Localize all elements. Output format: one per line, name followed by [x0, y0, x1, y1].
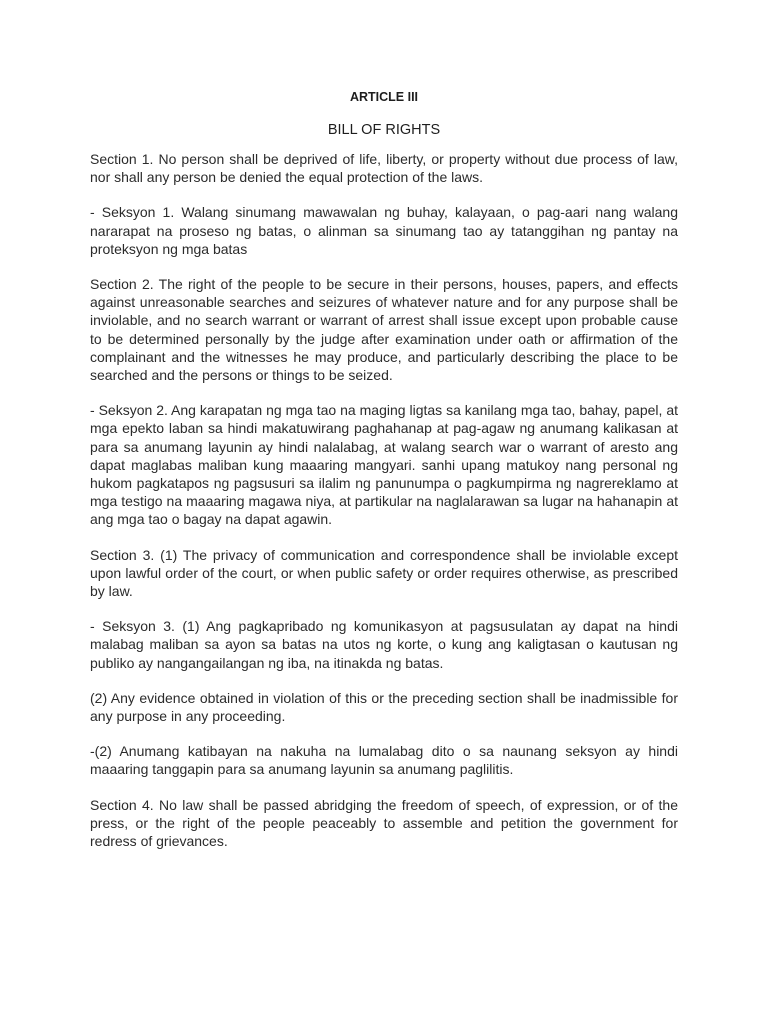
paragraph-seksyon-3-1: - Seksyon 3. (1) Ang pagkapribado ng komunikasyon at pagsusulatan ay dapat na hindi malabag maliban sa ayon sa batas na utos ng korte, o kung ang kaligtasan o kautusan ng publiko ay nangangailangan ng iba, na itinakda ng batas. — [90, 618, 678, 671]
document-title: BILL OF RIGHTS — [327, 122, 441, 138]
paragraph-seksyon-2: - Seksyon 2. Ang karapatan ng mga tao na maging ligtas sa kanilang mga tao, bahay, papel, at mga epekto laban sa hindi makatuwirang paghahanap at pag-agaw ng anumang kalikasan at para sa anumang layunin ay hindi nalalabag, at walang search war o warrant of aresto ang dapat maglabas maliban kung maaaring mangyari. sanhi upang matukoy nang personal ng hukom pagkatapos ng pagsusuri sa ilalim ng panunumpa o pagkumpirma ng nagrereklamo at mga testigo na maaaring magawa niya, at partikular na naglalarawan sa lugar na hahanapin at ang mga tao o bagay na dapat agawin. — [90, 402, 678, 528]
article-heading: ARTICLE III — [349, 90, 419, 104]
paragraph-section-3-2: (2) Any evidence obtained in violation of this or the preceding section shall be inadmissible for any purpose in any proceeding. — [90, 689, 678, 725]
paragraph-section-4: Section 4. No law shall be passed abridging the freedom of speech, of expression, or of the press, or the right of the people peaceably to assemble and petition the government for redress of grievances. — [90, 796, 678, 850]
paragraph-seksyon-1: - Seksyon 1. Walang sinumang mawawalan ng buhay, kalayaan, o pag-aari nang walang nararapat na proseso ng batas, o alinman sa sinumang tao ay tatanggihan ng pantay na proteksyon ng mga batas — [90, 204, 678, 257]
paragraph-seksyon-3-2: -(2) Anumang katibayan na nakuha na lumalabag dito o sa naunang seksyon ay hindi maaaring tanggapin para sa anumang layunin sa anumang paglilitis. — [90, 743, 678, 778]
paragraph-section-3-1: Section 3. (1) The privacy of communication and correspondence shall be inviolable except upon lawful order of the court, or when public safety or order requires otherwise, as prescribed by law. — [90, 546, 678, 600]
paragraph-section-1: Section 1. No person shall be deprived of life, liberty, or property without due process of law, nor shall any person be denied the equal protection of the laws. — [90, 151, 678, 186]
document-page — [90, 88, 678, 867]
paragraph-section-2: Section 2. The right of the people to be secure in their persons, houses, papers, and effects against unreasonable searches and seizures of whatever nature and for any purpose shall be inviolable, and no search warrant or warrant of arrest shall issue except upon probable cause to be determined personally by the judge after examination under oath or affirmation of the complainant and the witnesses he may produce, and particularly describing the place to be searched and the persons or things to be seized. — [90, 276, 678, 384]
